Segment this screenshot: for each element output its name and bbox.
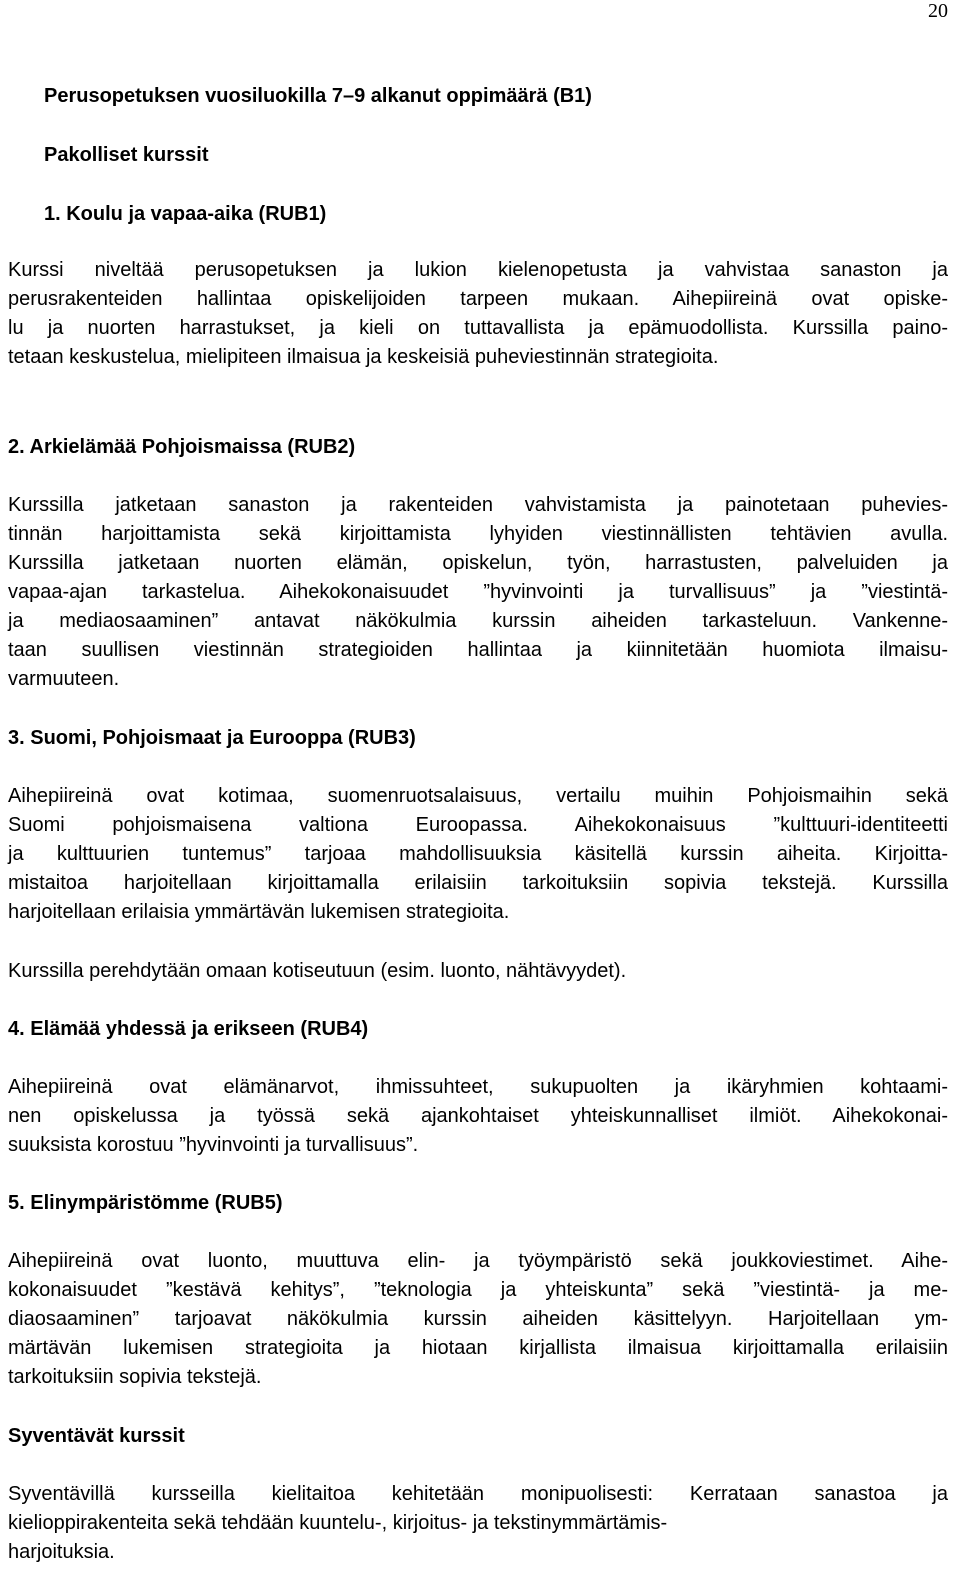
course-extra-rub3 [8,957,948,986]
elective-courses-heading: Syventävät kurssit [8,1425,185,1447]
course-heading-rub3: 3. Suomi, Pohjoismaat ja Eurooppa (RUB3) [8,727,416,749]
course-body-rub3 [8,782,948,927]
text-line: Kurssilla jatketaan sanaston ja rakenteiden vahvistamista ja painotetaan puhevies- [8,494,948,516]
text-line: Aihepiireinä ovat luonto, muuttuva elin- ja työympäristö sekä joukkoviestimet. Aihe- [8,1250,948,1272]
text-line: tarkoituksiin sopivia tekstejä. [8,1366,262,1388]
course-body-rub2 [8,491,948,694]
elective-body [8,1480,948,1567]
course-heading-rub4: 4. Elämää yhdessä ja erikseen (RUB4) [8,1018,369,1040]
text-line: harjoituksia. [8,1541,115,1563]
course-body-rub4 [8,1073,948,1160]
text-line: kokonaisuudet ”kestävä kehitys”, ”teknologia ja yhteiskunta” sekä ”viestintä- ja me- [8,1279,948,1301]
page-number: 20 [928,0,948,22]
course-body-rub5 [8,1247,948,1392]
text-line: tetaan keskustelua, mielipiteen ilmaisua ja keskeisiä puheviestinnän strategioita. [8,346,719,368]
course-body-rub1 [8,256,948,372]
text-line: lu ja nuorten harrastukset, ja kieli on tuttavallista ja epämuodollista. Kurssilla paino- [8,317,948,339]
text-line: Kurssilla jatketaan nuorten elämän, opiskelun, työn, harrastusten, palveluiden ja [8,552,948,574]
text-line: perusrakenteiden hallintaa opiskelijoiden tarpeen mukaan. Aihepiireinä ovat opiske- [8,288,948,310]
text-line: Suomi pohjoismaisena valtiona Euroopassa. Aihekokonaisuus ”kulttuuri-identiteetti [8,814,948,836]
mandatory-courses-heading: Pakolliset kurssit [44,144,209,166]
text-line: varmuuteen. [8,668,120,690]
text-line: Aihepiireinä ovat kotimaa, suomenruotsalaisuus, vertailu muihin Pohjoismaihin sekä [8,785,948,807]
text-line: Kurssilla perehdytään omaan kotiseutuun (esim. luonto, nähtävyydet). [8,960,627,982]
course-heading-rub1: 1. Koulu ja vapaa-aika (RUB1) [44,203,327,225]
text-line: tinnän harjoittamista sekä kirjoittamista lyhyiden viestinnällisten tehtävien avulla. [8,523,948,545]
text-line: harjoitellaan erilaisia ymmärtävän lukemisen strategioita. [8,901,510,923]
text-line: kielioppirakenteita sekä tehdään kuuntelu-, kirjoitus- ja tekstinymmärtämis- [8,1512,668,1534]
text-line: mistaitoa harjoitellaan kirjoittamalla erilaisiin tarkoituksiin sopivia tekstejä. Kurssilla [8,872,948,894]
course-heading-rub5: 5. Elinympäristömme (RUB5) [8,1192,283,1214]
text-line: Aihepiireinä ovat elämänarvot, ihmissuhteet, sukupuolten ja ikäryhmien kohtaami- [8,1076,948,1098]
text-line: Syventävillä kursseilla kielitaitoa kehitetään monipuolisesti: Kerrataan sanastoa ja [8,1483,948,1505]
course-heading-rub2: 2. Arkielämää Pohjoismaissa (RUB2) [8,436,356,458]
text-line: ja kulttuurien tuntemus” tarjoaa mahdollisuuksia käsitellä kurssin aiheita. Kirjoitta- [8,843,948,865]
text-line: suuksista korostuu ”hyvinvointi ja turvallisuus”. [8,1134,419,1156]
text-line: vapaa-ajan tarkastelua. Aihekokonaisuudet ”hyvinvointi ja turvallisuus” ja ”viestintä- [8,581,948,603]
text-line: taan suullisen viestinnän strategioiden hallintaa ja kiinnitetään huomiota ilmaisu- [8,639,948,661]
text-line: Kurssi niveltää perusopetuksen ja lukion kielenopetusta ja vahvistaa sanaston ja [8,259,948,281]
text-line: diaosaaminen” tarjoavat näkökulmia kurssin aiheiden käsittelyyn. Harjoitellaan ym- [8,1308,948,1330]
text-line: märtävän lukemisen strategioita ja hiotaan kirjallista ilmaisua kirjoittamalla erilaisiin [8,1337,948,1359]
main-title: Perusopetuksen vuosiluokilla 7–9 alkanut oppimäärä (B1) [44,85,592,107]
text-line: nen opiskelussa ja työssä sekä ajankohtaiset yhteiskunnalliset ilmiöt. Aihekokonai- [8,1105,948,1127]
text-line: ja mediaosaaminen” antavat näkökulmia kurssin aiheiden tarkasteluun. Vankenne- [8,610,948,632]
